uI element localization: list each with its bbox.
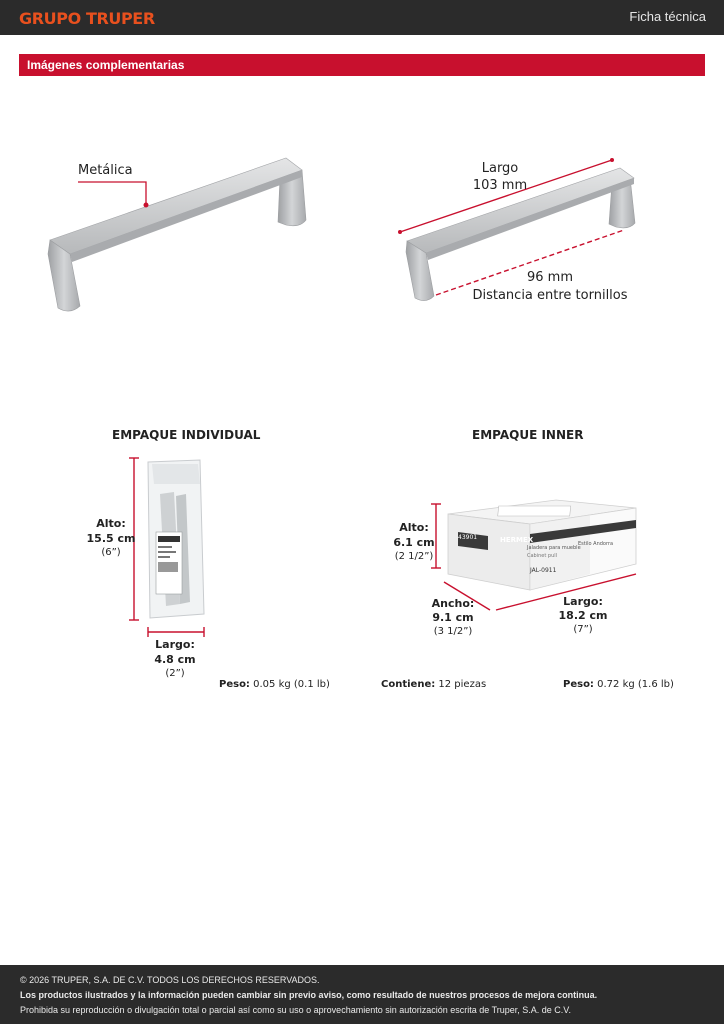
box-code: 43901 (458, 534, 478, 541)
box-product-en: Cabinet pull (527, 553, 558, 559)
individual-weight-value: 0.05 kg (0.1 lb) (253, 679, 330, 690)
individual-length-cm: 4.8 cm (154, 653, 196, 666)
length-value: 103 mm (472, 178, 528, 193)
inner-weight-value: 0.72 kg (1.6 lb) (597, 679, 674, 690)
individual-height-in: (6”) (101, 547, 121, 558)
inner-contents (381, 679, 486, 690)
individual-pack-image (128, 454, 218, 644)
individual-length-label: Largo: (155, 638, 195, 651)
brand-logo: GRUPO TRUPER (19, 9, 155, 28)
footer-notice: Los productos ilustrados y la información pueden cambiar sin previo aviso, como resultado de nuestros procesos de mejora continua. (20, 990, 598, 1000)
length-label: Largo (481, 161, 519, 176)
screw-distance-value: 96 mm (526, 270, 573, 285)
inner-width-in: (3 1/2”) (433, 626, 473, 637)
inner-pack-title: EMPAQUE INNER (472, 428, 584, 442)
inner-contents-value: 12 piezas (438, 679, 487, 690)
box-style: Estilo Andorra (578, 541, 614, 547)
box-product: Jaladera para mueble (527, 545, 581, 551)
inner-height-cm: 6.1 cm (393, 536, 435, 549)
individual-weight-label: Peso: (219, 679, 250, 690)
footer-prohibition: Prohibida su reproducción o divulgación total o parcial así como su uso o aprovechamiento sin autorización escrita de Truper, S.A. de C.V. (20, 1005, 571, 1015)
inner-length-in: (7”) (573, 624, 593, 635)
material-label: Metálica (78, 163, 133, 178)
inner-height-label: Alto: (399, 521, 429, 534)
inner-width-cm: 9.1 cm (432, 611, 474, 624)
individual-pack-title: EMPAQUE INDIVIDUAL (112, 428, 261, 442)
section-header (19, 54, 705, 76)
inner-length-label: Largo: (563, 595, 603, 608)
inner-weight-label: Peso: (563, 679, 594, 690)
box-model: JAL-0911 (530, 567, 557, 574)
footer (0, 965, 724, 1024)
inner-width-label: Ancho: (431, 597, 475, 610)
individual-weight (219, 679, 330, 690)
box-brand: HERMEX (500, 536, 534, 544)
inner-height-in: (2 1/2”) (394, 551, 434, 562)
inner-length-cm: 18.2 cm (558, 609, 608, 622)
footer-copyright: © 2026 TRUPER, S.A. DE C.V. TODOS LOS DERECHOS RESERVADOS. (20, 975, 320, 985)
top-header-bar (0, 0, 724, 35)
individual-height-cm: 15.5 cm (86, 532, 136, 545)
document-type: Ficha técnica (629, 9, 706, 24)
screw-distance-label: Distancia entre tornillos (472, 288, 628, 303)
individual-length-in: (2”) (165, 668, 185, 679)
inner-weight (563, 679, 674, 690)
individual-height-label: Alto: (96, 517, 126, 530)
inner-contents-label: Contiene: (381, 679, 436, 690)
section-title: Imágenes complementarias (27, 58, 185, 72)
